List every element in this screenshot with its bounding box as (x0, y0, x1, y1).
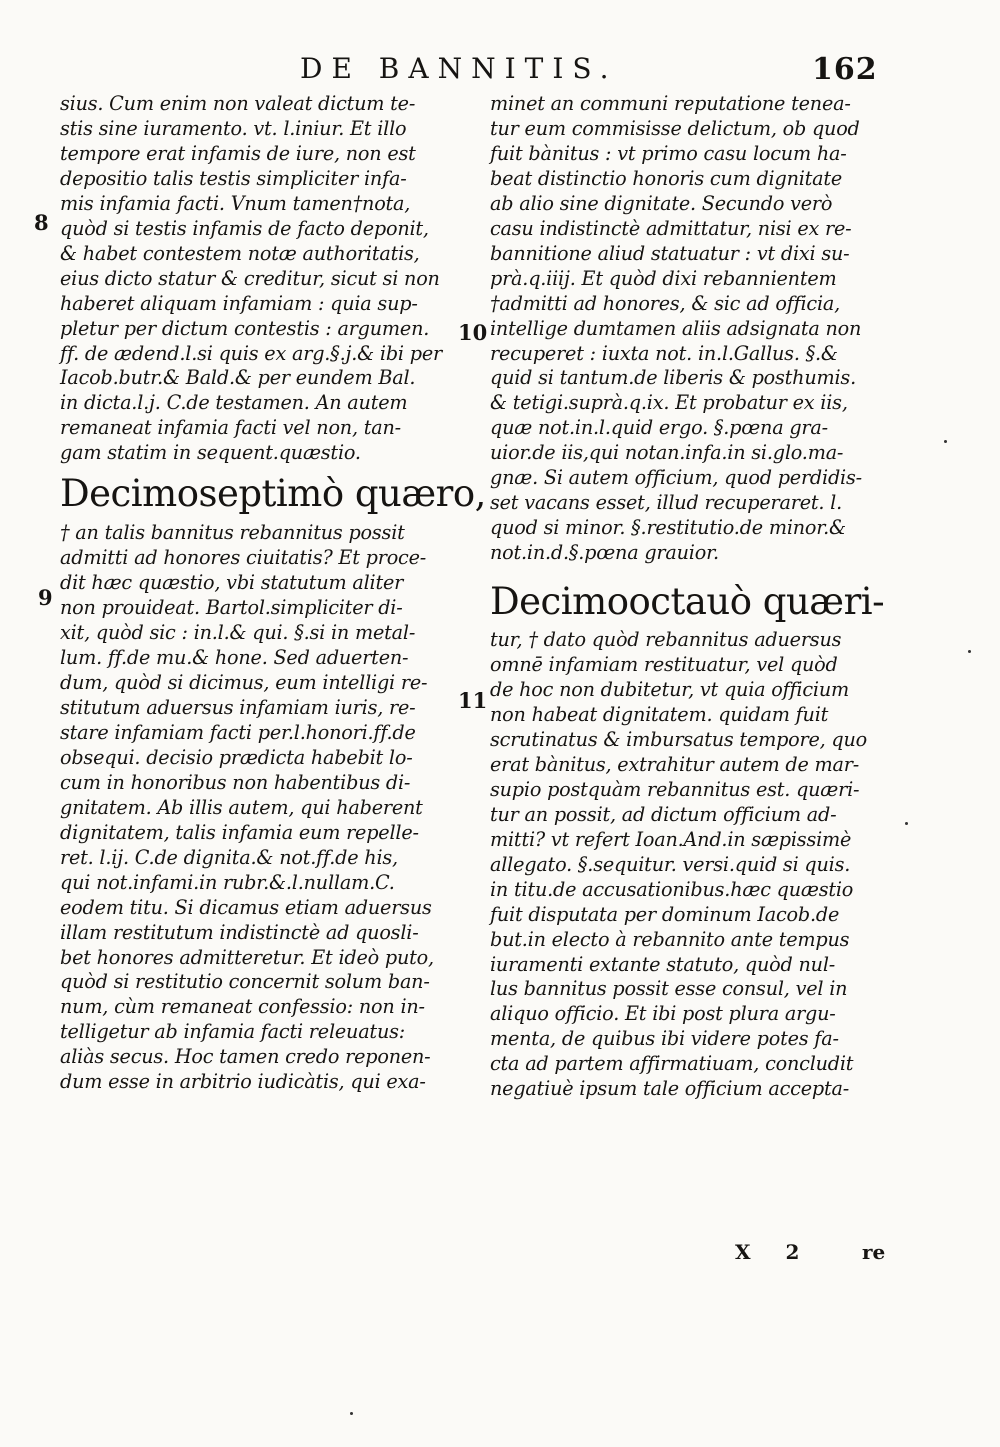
text-line: & tetigi.suprà.q.ix. Et probatur ex iis, (490, 391, 848, 415)
text-line: fuit disputata per dominum Iacob.de (490, 902, 840, 926)
text-line: obsequi. decisio prædicta habebit lo- (60, 745, 413, 769)
text-line: stitutum aduersus infamiam iuris, re- (60, 695, 416, 719)
text-line: eodem titu. Si dicamus etiam aduersus (60, 895, 432, 919)
text-line: sius. Cum enim non valeat dictum te- (60, 92, 416, 115)
text-line: cum in honoribus non habentibus di- (60, 770, 411, 794)
text-line: casu indistinctè admittatur, nisi ex re- (490, 216, 852, 240)
text-line: remaneat infamia facti vel non, tan- (60, 416, 401, 440)
text-line: qui not.infami.in rubr.&.l.nullam.C. (60, 870, 395, 894)
text-line: depositio talis testis simpliciter infa- (60, 166, 407, 190)
text-line: quid si tantum.de liberis & posthumis. (490, 366, 856, 390)
section-heading-eighteenth: Decimooctauò quæri- (490, 580, 885, 624)
text-line: negatiuè ipsum tale officium accepta- (490, 1077, 849, 1101)
text-line: aliàs secus. Hoc tamen credo reponen- (60, 1045, 431, 1069)
text-line: tur, † dato quòd rebannitus aduersus (490, 628, 842, 652)
text-line: dit hæc quæstio, vbi statutum aliter (60, 571, 404, 595)
text-line: † an talis bannitus rebannitus possit (60, 521, 405, 545)
text-line: mitti? vt refert Ioan.And.in sæpissimè (490, 827, 852, 851)
signature-mark: X 2 (735, 1240, 814, 1264)
text-line: dum, quòd si dicimus, eum intelligi re- (60, 671, 428, 695)
right-text-block-a (490, 92, 890, 566)
catchword: re (862, 1240, 886, 1264)
text-line: de hoc non dubitetur, vt quia officium (490, 678, 850, 702)
text-line: dum esse in arbitrio iudicàtis, qui exa- (60, 1070, 426, 1094)
text-line: non prouideat. Bartol.simpliciter di- (60, 596, 403, 620)
text-line: quòd si testis infamis de facto deponit, (60, 216, 429, 240)
text-line: †admitti ad honores, & sic ad officia, (490, 291, 841, 315)
text-line: ab alio sine dignitate. Secundo verò (490, 191, 833, 215)
text-line: menta, de quibus ibi videre potes fa- (490, 1027, 839, 1051)
marginal-number-8: 8 (34, 210, 49, 235)
marginal-number-10: 10 (458, 320, 488, 345)
text-line: allegato. §.sequitur. versi.quid si quis. (490, 852, 851, 876)
text-line: stare infamiam facti per.l.honori.ff.de (60, 720, 416, 744)
text-line: in dicta.l.j. C.de testamen. An autem (60, 391, 408, 415)
text-line: beat distinctio honoris cum dignitate (490, 166, 843, 190)
text-line: quæ not.in.l.quid ergo. §.pœna gra- (490, 416, 828, 440)
text-line: scrutinatus & imbursatus tempore, quo (490, 727, 868, 751)
page-number: 162 (812, 52, 878, 87)
running-title: DE BANNITIS. (300, 52, 618, 85)
paper-speck (944, 440, 947, 443)
text-line: ff. de ædend.l.si quis ex arg.§.j.& ibi per (60, 341, 442, 365)
text-line: minet an communi reputatione tenea- (490, 92, 851, 115)
text-line: tur eum commisisse delictum, ob quod (490, 116, 860, 140)
right-text-block-b (490, 628, 890, 1102)
left-text-block-b (60, 521, 460, 1095)
text-line: gnitatem. Ab illis autem, qui haberent (60, 795, 423, 819)
text-line: gnæ. Si autem officium, quod perdidis- (490, 466, 862, 490)
text-line: not.in.d.§.pœna grauior. (490, 541, 719, 565)
text-line: lum. ff.de mu.& hone. Sed aduerten- (60, 646, 409, 670)
paper-speck (968, 650, 971, 653)
text-line: telligetur ab infamia facti releuatus: (60, 1020, 406, 1044)
right-column (490, 92, 890, 1102)
paper-speck (350, 1412, 353, 1415)
text-line: bet honores admitteretur. Et ideò puto, (60, 945, 434, 969)
text-line: intellige dumtamen aliis adsignata non (490, 316, 862, 340)
text-line: num, cùm remaneat confessio: non in- (60, 995, 425, 1019)
text-line: quod si minor. §.restitutio.de minor.& (490, 516, 846, 540)
text-line: non habeat dignitatem. quidam fuit (490, 702, 829, 726)
section-heading-seventeenth: Decimoseptimò quæro, (60, 472, 486, 516)
text-line: uior.de iis,qui notan.infa.in si.glo.ma- (490, 441, 844, 465)
text-line: haberet aliquam infamiam : quia sup- (60, 291, 418, 315)
text-line: prà.q.iiij. Et quòd dixi rebannientem (490, 266, 837, 290)
text-line: illam restitutum indistinctè ad quosli- (60, 920, 419, 944)
text-line: & habet contestem notæ authoritatis, (60, 241, 420, 265)
left-text-block-a (60, 92, 460, 466)
text-line: tur an possit, ad dictum officium ad- (490, 802, 837, 826)
text-line: xit, quòd sic : in.l.& qui. §.si in metal- (60, 621, 416, 645)
text-line: pletur per dictum contestis : argumen. (60, 316, 430, 340)
text-line: fuit bànitus : vt primo casu locum ha- (490, 141, 847, 165)
text-line: aliquo officio. Et ibi post plura argu- (490, 1002, 836, 1026)
text-line: admitti ad honores ciuitatis? Et proce- (60, 546, 427, 570)
text-line: bannitione aliud statuatur : vt dixi su- (490, 241, 850, 265)
text-line: recuperet : iuxta not. in.l.Gallus. §.& (490, 341, 838, 365)
marginal-number-9: 9 (38, 585, 53, 610)
text-line: cta ad partem affirmatiuam, concludit (490, 1052, 854, 1076)
text-line: omnē infamiam restituatur, vel quòd (490, 653, 838, 677)
text-line: stis sine iuramento. vt. l.iniur. Et illo (60, 116, 407, 140)
text-line: lus bannitus possit esse consul, vel in (490, 977, 848, 1001)
text-line: set vacans esset, illud recuperaret. l. (490, 491, 842, 515)
text-line: mis infamia facti. Vnum tamen†nota, (60, 191, 411, 215)
text-line: tempore erat infamis de iure, non est (60, 141, 416, 165)
text-line: supio postquàm rebannitus est. quæri- (490, 777, 860, 801)
text-line: iuramenti extante statuto, quòd nul- (490, 952, 836, 976)
text-line: dignitatem, talis infamia eum repelle- (60, 820, 419, 844)
text-line: in titu.de accusationibus.hæc quæstio (490, 877, 854, 901)
paper-speck (905, 822, 908, 825)
text-line: eius dicto statur & creditur, sicut si non (60, 266, 440, 290)
text-line: erat bànitus, extrahitur autem de mar- (490, 752, 860, 776)
text-line: Iacob.butr.& Bald.& per eundem Bal. (60, 366, 416, 390)
text-line: ret. l.ij. C.de dignita.& not.ff.de his, (60, 845, 398, 869)
text-line: quòd si restitutio concernit solum ban- (60, 970, 430, 994)
text-line: gam statim in sequent.quæstio. (60, 441, 361, 465)
marginal-number-11: 11 (458, 688, 488, 713)
text-line: but.in electo à rebannito ante tempus (490, 927, 850, 951)
